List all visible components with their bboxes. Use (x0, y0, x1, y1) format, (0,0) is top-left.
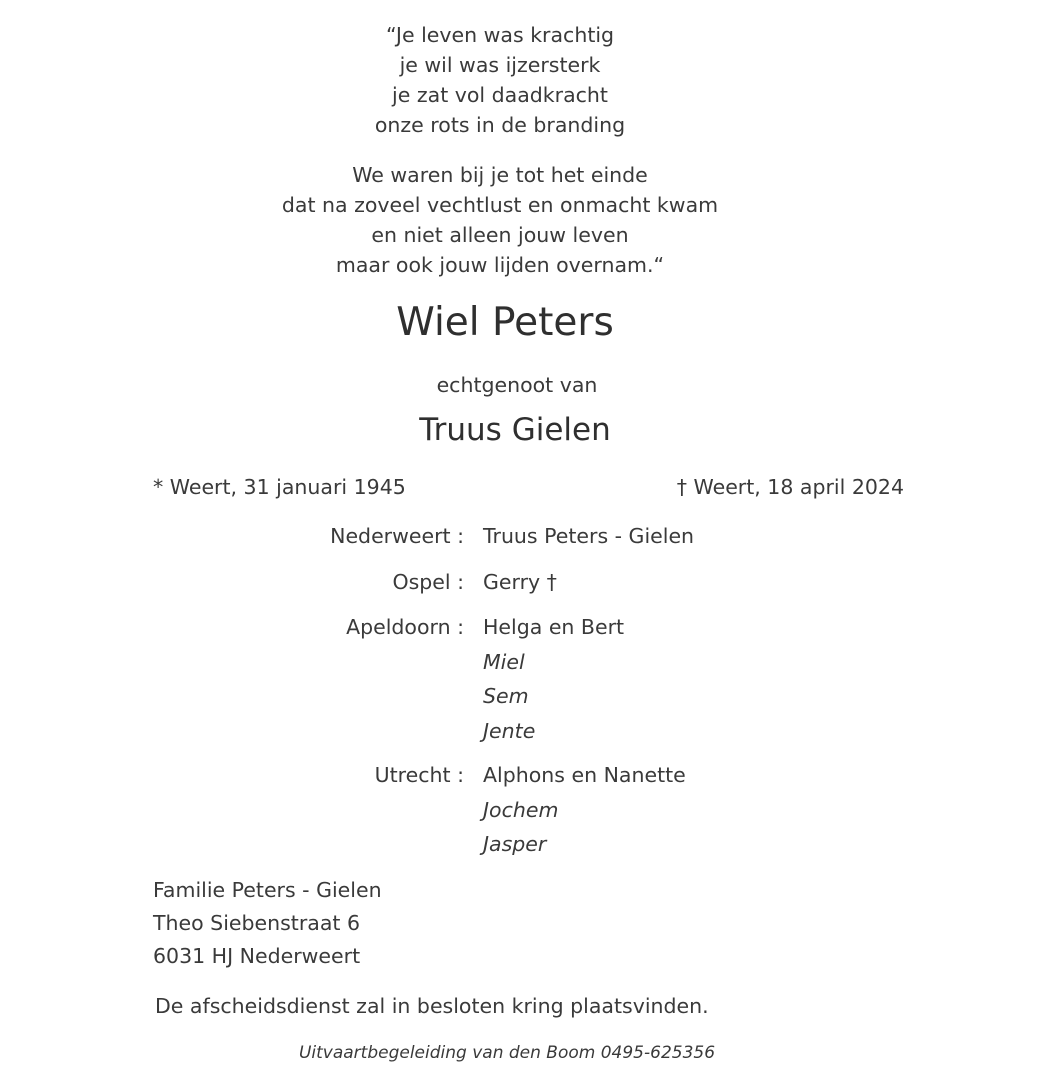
poem-line: “Je leven was krachtig (385, 23, 615, 47)
family-member: Truus Peters - Gielen (483, 524, 695, 548)
correspondence-address (153, 874, 382, 973)
poem-line: dat na zoveel vechtlust en onmacht kwam (281, 193, 719, 217)
family-member: Helga en Bert (483, 615, 625, 639)
address-line: Familie Peters - Gielen (153, 878, 382, 902)
family-member: Alphons en Nanette (483, 763, 686, 787)
grandchild-name: Jente (483, 718, 536, 743)
family-place: Nederweert : (330, 524, 464, 548)
family-place: Apeldoorn : (346, 615, 464, 639)
family-names (483, 567, 557, 602)
death-info: † Weert, 18 april 2024 (676, 475, 904, 499)
poem-line: je wil was ijzersterk (399, 53, 601, 77)
family-place: Utrecht : (374, 763, 464, 787)
family-names (483, 521, 694, 556)
grandchild-name: Miel (483, 649, 525, 674)
poem-line: maar ook jouw lijden overnam.“ (335, 253, 665, 277)
birth-info: * Weert, 31 januari 1945 (153, 475, 406, 499)
family-names (483, 760, 686, 864)
poem-line: en niet alleen jouw leven (371, 223, 629, 247)
family-member: Gerry † (483, 570, 557, 594)
spouse-name: Truus Gielen (419, 412, 611, 448)
address-line: 6031 HJ Nederweert (153, 944, 361, 968)
grandchild-name: Sem (483, 684, 529, 708)
grandchild-name: Jochem (483, 797, 559, 822)
poem-line: onze rots in de branding (374, 113, 626, 137)
family-names (483, 612, 624, 750)
grandchild-name: Jasper (483, 832, 547, 856)
deceased-name: Wiel Peters (396, 300, 614, 345)
family-place: Ospel : (392, 570, 464, 594)
service-note: De afscheidsdienst zal in besloten kring plaatsvinden. (155, 994, 709, 1018)
undertaker-credit: Uitvaartbegeleiding van den Boom 0495-625356 (298, 1043, 716, 1063)
relation-label: echtgenoot van (436, 373, 598, 397)
poem-line: We waren bij je tot het einde (352, 163, 648, 187)
poem-stanza-2 (0, 160, 1000, 280)
poem-stanza-1 (0, 20, 1000, 140)
address-line: Theo Siebenstraat 6 (153, 911, 360, 935)
poem-line: je zat vol daadkracht (392, 83, 608, 107)
